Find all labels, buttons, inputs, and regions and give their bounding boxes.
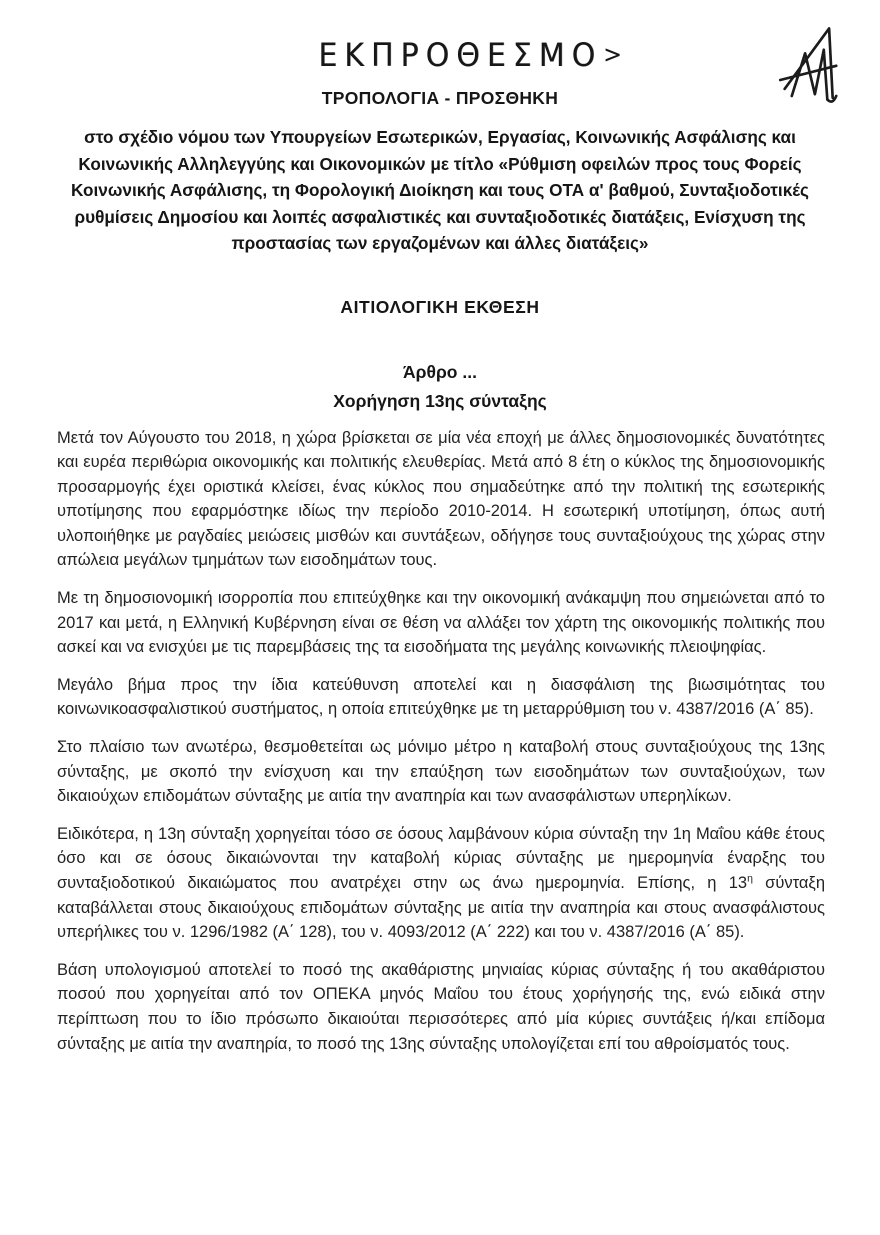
signature-icon: [774, 16, 854, 112]
article-heading: Άρθρο ...: [403, 361, 477, 382]
paragraph-5-text-end: σύνταξη καταβάλλεται στους δικαιούχους επιδομάτων σύνταξης με αιτία την αναπηρία και στους ανασφάλιστους υπερήλικες του ν. 1296/1982 (Α΄ 128), του ν. 4093/2012 (Α΄ 222) και του ν. 4387/2016 (Α΄ 85).: [57, 874, 825, 942]
paragraph-6: Βάση υπολογισμού αποτελεί το ποσό της ακαθάριστης μηνιαίας κύριας σύνταξης ή του ακαθάριστου ποσού που χορηγείται από τον ΟΠΕΚΑ μηνός Μαΐου του έτους χορήγησής της, ενώ ειδικά στην περίπτωση που το ίδιο πρόσωπο δικαιούται περισσότερες από μία κύριες συντάξεις ή/και επίδομα σύνταξης με αιτία την αναπηρία, το ποσό της 13ης σύνταξης υπολογίζεται επί του αθροίσματός τους.: [57, 960, 825, 1053]
stamp-text: ΕΚΠΡΟΘΕΣΜΟ: [318, 36, 603, 75]
document-subtitle: στο σχέδιο νόμου των Υπουργείων Εσωτερικών, Εργασίας, Κοινωνικής Ασφάλισης και Κοινωνικής Αλληλεγγύης και Οικονομικών με τίτλο «Ρύθμιση οφειλών προς τους Φορείς Κοινωνικής Ασφάλισης, τη Φορολογική Διοίκηση και τους ΟΤΑ α' βαθμού, Συνταξιοδοτικές ρυθμίσεις Δημοσίου και λοιπές ασφαλιστικές και συνταξιοδοτικές διατάξεις, Ενίσχυση της προστασίας των εργαζομένων και άλλες διατάξεις»: [71, 127, 809, 253]
paragraph-5-text-start: Ειδικότερα, η 13η σύνταξη χορηγείται τόσο σε όσους λαμβάνουν κύρια σύνταξη την 1η Μαΐου κάθε έτους όσο και σε όσους δικαιώνονται την καταβολή κύριας σύνταξης με ημερομηνία έναρξης του συνταξιοδοτικού δικαιώματος που ανατρέχει στην ως άνω ημερομηνία. Επίσης, η 13: [57, 824, 825, 892]
body-text: [57, 426, 825, 1057]
paragraph-5: [57, 822, 825, 945]
paragraph-4: Στο πλαίσιο των ανωτέρω, θεσμοθετείται ως μόνιμο μέτρο η καταβολή στους συνταξιούχους της 13ης σύνταξης, με σκοπό την ενίσχυση και την επαύξηση των εισοδημάτων των συνταξιούχων, των δικαιούχων επιδομάτων σύνταξης με αιτία την αναπηρία και των ανασφάλιστων υπερηλίκων.: [57, 738, 825, 806]
stamp-mark: >: [603, 42, 622, 69]
section-heading: ΑΙΤΙΟΛΟΓΙΚΗ ΕΚΘΕΣΗ: [340, 296, 540, 317]
paragraph-1: Μετά τον Αύγουστο του 2018, η χώρα βρίσκεται σε μία νέα εποχή με άλλες δημοσιονομικές δυνατότητες και ευρέα περιθώρια οικονομικής και πολιτικής ελευθερίας. Μετά από 8 έτη ο κύκλος της δημοσιονομικής προσαρμογής έχει οριστικά κλείσει, ένας κύκλος που σημαδεύτηκε από την πολιτική της εσωτερικής υποτίμησης που εφαρμόστηκε ιδίως την περίοδο 2010-2014. Η εσωτερική υποτίμηση, όπως αυτή υλοποιήθηκε με ραγδαίες μειώσεις μισθών και συντάξεων, οδήγησε τους συνταξιούχους της χώρας στην απώλεια μεγάλων τμημάτων των εισοδημάτων τους.: [57, 428, 825, 570]
article-subheading: Χορήγηση 13ης σύνταξης: [333, 390, 547, 411]
paragraph-5-superscript: η: [747, 872, 753, 885]
late-submission-stamp: [318, 37, 621, 75]
document-heading: ΤΡΟΠΟΛΟΓΙΑ - ΠΡΟΣΘΗΚΗ: [321, 88, 559, 108]
paragraph-2: Με τη δημοσιονομική ισορροπία που επιτεύχθηκε και την οικονομική ανάκαμψη που σημειώνεται από το 2017 και μετά, η Ελληνική Κυβέρνηση είναι σε θέση να αλλάξει τον χάρτη της οικονομικής πολιτικής που ασκεί και να ενισχύει με τις παρεμβάσεις της τα εισοδήματα της μεγάλης κοινωνικής πλειοψηφίας.: [57, 589, 825, 657]
paragraph-3: Μεγάλο βήμα προς την ίδια κατεύθυνση αποτελεί και η διασφάλιση της βιωσιμότητας του κοινωνικοασφαλιστικού συστήματος, η οποία επιτεύχθηκε με τη μεταρρύθμιση του ν. 4387/2016 (Α΄ 85).: [57, 675, 825, 719]
